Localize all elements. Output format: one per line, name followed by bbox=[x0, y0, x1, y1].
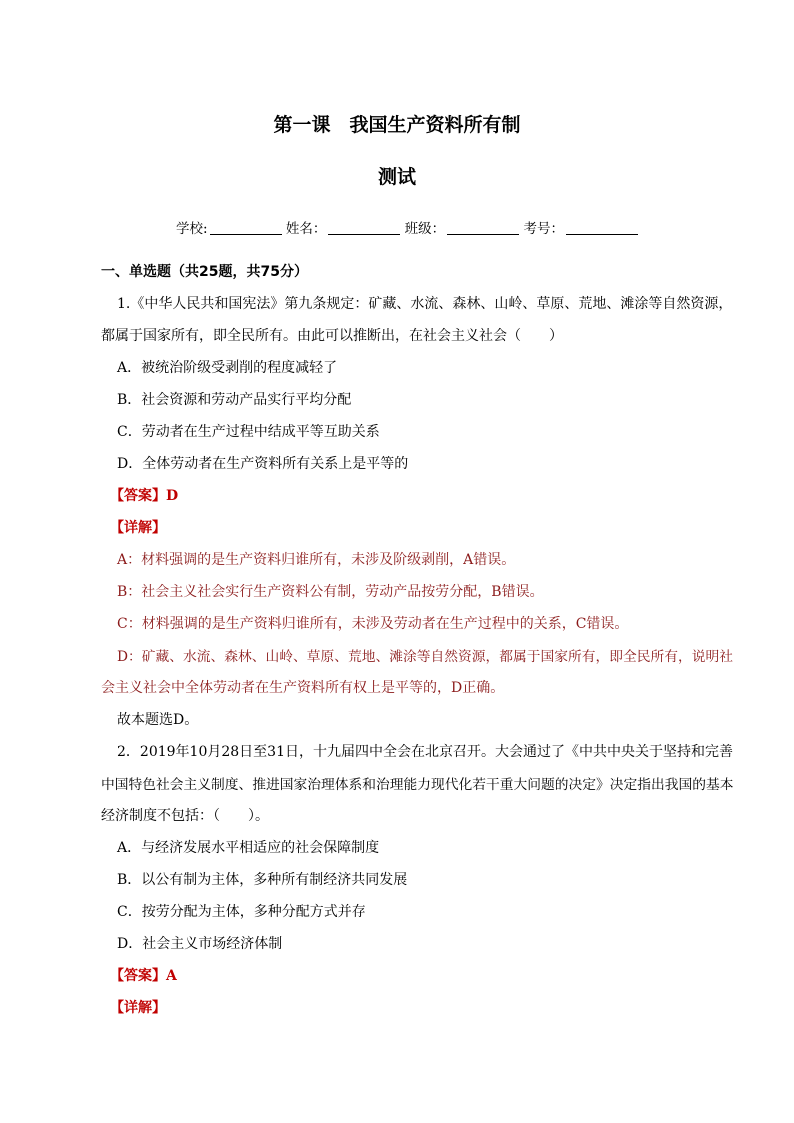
q1-stem-line-2: 都属于国家所有，即全民所有。由此可以推断出，在社会主义社会（ ） bbox=[101, 328, 563, 344]
class-label: 班级： bbox=[404, 221, 446, 237]
q2-stem-line-2: 中国特色社会主义制度、推进国家治理体系和治理能力现代化若干重大问题的决定》决定指出我国的基本 bbox=[101, 777, 734, 793]
student-info-row bbox=[176, 217, 638, 237]
q2-stem-line-3: 经济制度不包括：（ ）。 bbox=[101, 808, 269, 824]
q1-conclusion: 故本题选D。 bbox=[117, 712, 199, 728]
page-subtitle: 测试 bbox=[377, 166, 416, 188]
q1-detail-d-line-2: 会主义社会中全体劳动者在生产资料所有权上是平等的，D正确。 bbox=[101, 680, 505, 696]
q1-detail-b: B：社会主义社会实行生产资料公有制，劳动产品按劳分配，B错误。 bbox=[117, 584, 544, 600]
q1-option-a: A．被统治阶级受剥削的程度减轻了 bbox=[117, 360, 338, 376]
q1-option-c: C．劳动者在生产过程中结成平等互助关系 bbox=[117, 424, 380, 440]
q1-detail-a: A：材料强调的是生产资料归谁所有，未涉及阶级剥削，A错误。 bbox=[117, 552, 516, 568]
q1-detail-d-line-1: D：矿藏、水流、森林、山岭、草原、荒地、滩涂等自然资源，都属于国家所有，即全民所有，说明社 bbox=[117, 649, 734, 665]
name-blank bbox=[328, 222, 400, 235]
section-heading: 一、单选题（共25题，共75分） bbox=[101, 264, 308, 280]
q2-option-d: D．社会主义市场经济体制 bbox=[117, 936, 283, 952]
q1-detail-label: 【详解】 bbox=[110, 520, 166, 536]
q2-option-b: B．以公有制为主体，多种所有制经济共同发展 bbox=[117, 872, 408, 888]
q2-answer: 【答案】A bbox=[110, 968, 177, 984]
exam-number-label: 考号： bbox=[523, 221, 564, 237]
q2-detail-label: 【详解】 bbox=[110, 1000, 166, 1016]
q2-option-c: C．按劳分配为主体，多种分配方式并存 bbox=[117, 904, 366, 920]
q1-detail-c: C：材料强调的是生产资料归谁所有，未涉及劳动者在生产过程中的关系，C错误。 bbox=[117, 616, 629, 632]
q1-option-d: D．全体劳动者在生产资料所有关系上是平等的 bbox=[117, 456, 409, 472]
q1-stem-line-1: 1.《中华人民共和国宪法》第九条规定：矿藏、水流、森林、山岭、草原、荒地、滩涂等自然资源， bbox=[117, 296, 733, 312]
q2-option-a: A．与经济发展水平相适应的社会保障制度 bbox=[117, 840, 380, 856]
q2-stem-line-1: 2．2019年10月28日至31日，十九届四中全会在北京召开。大会通过了《中共中央关于坚持和完善 bbox=[117, 744, 733, 760]
q1-answer: 【答案】D bbox=[110, 488, 179, 504]
page-title: 第一课 我国生产资料所有制 bbox=[273, 114, 521, 136]
exam-number-blank bbox=[566, 222, 638, 235]
class-blank bbox=[447, 222, 519, 235]
name-label: 姓名： bbox=[285, 221, 327, 237]
q1-option-b: B．社会资源和劳动产品实行平均分配 bbox=[117, 392, 352, 408]
school-label: 学校: bbox=[176, 221, 208, 237]
school-blank bbox=[210, 222, 282, 235]
